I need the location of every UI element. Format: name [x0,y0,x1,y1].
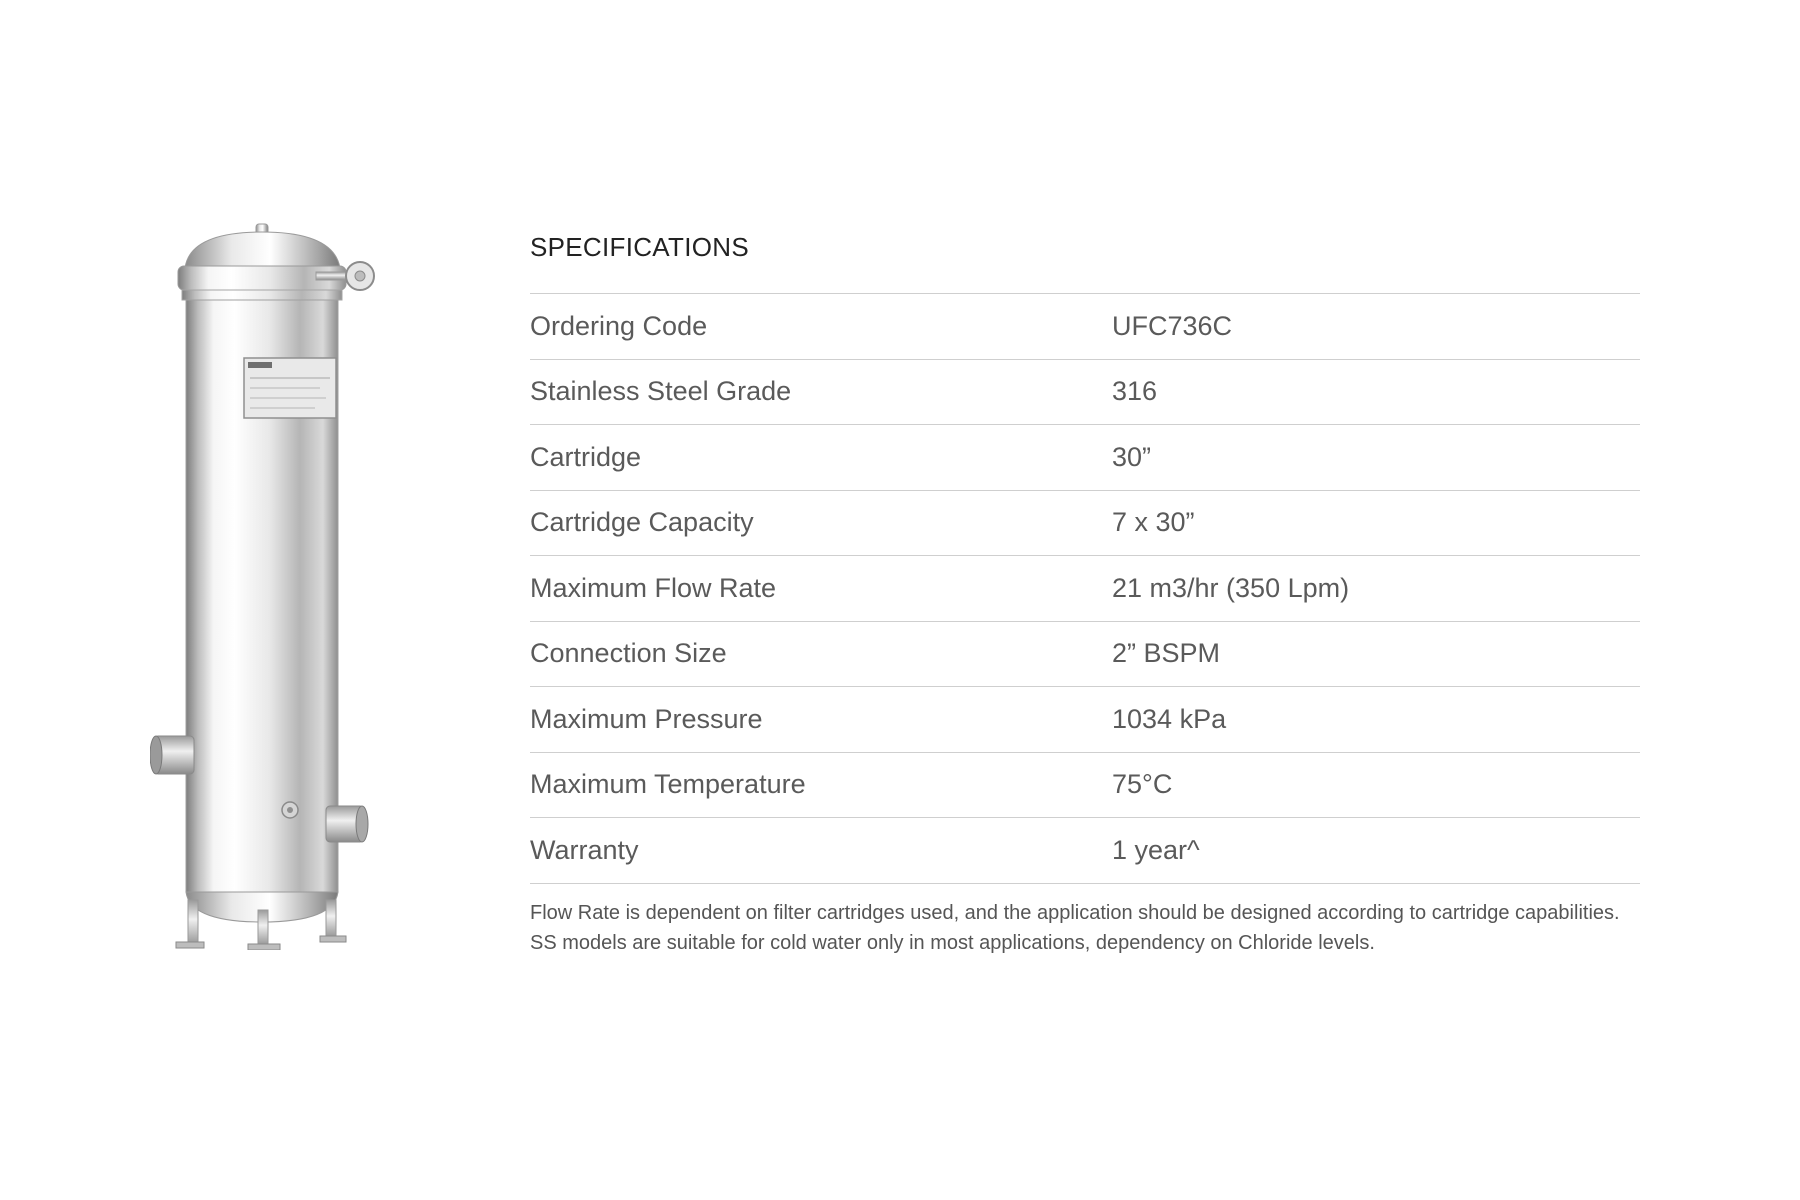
spec-row-maximum-pressure [530,687,1640,753]
spec-value: 21 m3/hr (350 Lpm) [1112,572,1350,603]
spec-row-warranty [530,818,1640,884]
spec-label: Stainless Steel Grade [530,376,792,407]
spec-label: Warranty [530,834,639,865]
product-image [150,210,400,950]
spec-row-ordering-code [530,294,1640,360]
spec-label: Ordering Code [530,310,708,341]
spec-label: Cartridge Capacity [530,507,754,538]
specifications-title: SPECIFICATIONS [530,232,749,262]
spec-label: Maximum Flow Rate [530,572,777,603]
specifications-table [530,293,1640,884]
spec-value: 1034 kPa [1112,703,1227,734]
specifications-section [530,232,1640,978]
spec-row-connection-size [530,622,1640,688]
spec-label: Cartridge [530,441,642,472]
spec-value: 316 [1112,376,1158,407]
specifications-note: Flow Rate is dependent on filter cartridges used, and the application should be designed according to cartridge capabilities. SS models are suitable for cold water only in most applications, dependency on Chloride levels. [530,901,1620,954]
stainless-steel-filter-housing-icon [150,210,400,950]
spec-value: 7 x 30” [1112,507,1195,538]
spec-label: Maximum Pressure [530,703,763,734]
spec-value: 2” BSPM [1112,638,1221,669]
spec-value: 75°C [1112,769,1173,800]
spec-row-cartridge-capacity [530,491,1640,557]
spec-row-cartridge [530,425,1640,491]
spec-value: 30” [1112,441,1152,472]
spec-label: Connection Size [530,638,727,669]
spec-label: Maximum Temperature [530,769,806,800]
spec-value: 1 year^ [1112,834,1200,865]
spec-row-maximum-flow-rate [530,556,1640,622]
spec-value: UFC736C [1112,310,1233,341]
spec-row-stainless-steel-grade [530,360,1640,426]
spec-row-maximum-temperature [530,753,1640,819]
